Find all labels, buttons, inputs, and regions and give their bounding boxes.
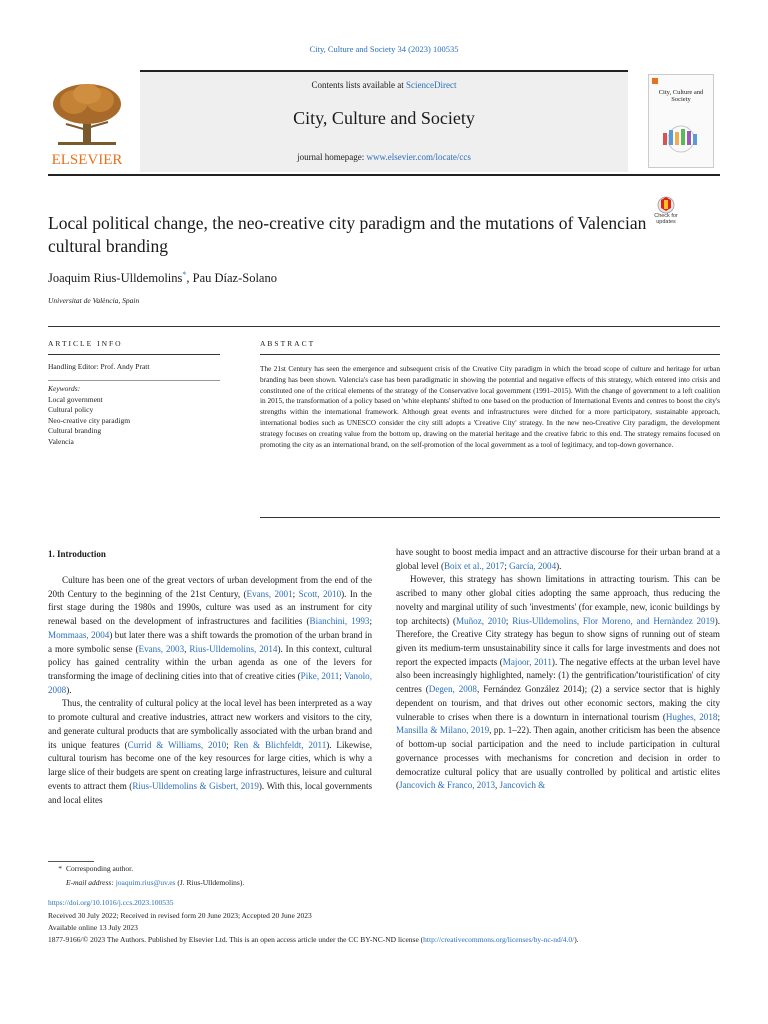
email-suffix: (J. Rius-Ulldemolins).: [175, 878, 245, 887]
online-date: Available online 13 July 2023: [48, 923, 138, 932]
license-line: [48, 935, 720, 946]
body-text: ;: [504, 560, 510, 571]
handling-editor: Handling Editor: Prof. Andy Pratt: [48, 362, 150, 371]
divider: [260, 354, 720, 355]
citation-link[interactable]: Vanolo, 2008: [48, 671, 372, 695]
body-text: ). With this, local governments and local elites: [48, 780, 373, 805]
keyword-item: Valencia: [48, 436, 74, 446]
homepage-prefix: journal homepage:: [297, 152, 367, 162]
body-text: , Fernández González 2014); (2) a service sector that is highly dependent on tourism, and that drives out other economic sectors, making the city vulnerable to crises when there is a downturn in international tourism (: [396, 684, 721, 722]
divider: [260, 517, 720, 518]
citation-link[interactable]: Hughes, 2018: [665, 711, 718, 722]
homepage-link[interactable]: www.elsevier.com/locate/ccs: [366, 152, 471, 162]
author-name: Joaquim Rius-Ulldemolins: [48, 271, 183, 286]
cover-title: City, Culture and Society: [658, 89, 704, 104]
masthead-box: [140, 70, 628, 172]
body-text: ). In this context, cultural policy has gained centrality within the urban agenda as one of the levers for transforming the image of declining cities into that of creative cities (: [48, 643, 372, 682]
citation-link[interactable]: Ren & Blichfeldt, 2011: [233, 739, 327, 750]
body-text: ). Likewise, cultural tourism has become one of the key resources for large cities, which is why a large slice of their budgets are spent on creating large infrastructures, leisure and cultural events to attract them (: [48, 739, 373, 791]
keyword-item: Cultural branding: [48, 426, 102, 435]
paragraph: [48, 574, 372, 697]
author-separator: ,: [186, 271, 193, 286]
body-column-left: [48, 574, 372, 807]
keywords-label: Keywords:: [48, 384, 81, 393]
contents-prefix: Contents lists available at: [311, 80, 406, 90]
received-dates: Received 30 July 2022; Received in revised form 20 June 2023; Accepted 20 June 2023: [48, 911, 312, 920]
footnote-corresponding: [48, 864, 133, 875]
divider: [48, 354, 220, 355]
body-text: Thus, the centrality of cultural policy at the local level has been interpreted as a way to promote cultural and creative industries, attract new workers and visitors to the city, and generate cultural products that are symbolically associated with the urban brand and its unique features (: [48, 698, 372, 750]
contents-line: [140, 80, 628, 90]
license-text: ).: [574, 935, 579, 944]
citation-link[interactable]: Jancovich &: [499, 780, 546, 791]
body-text: ;: [339, 671, 344, 682]
elsevier-logo: [48, 80, 126, 166]
section-heading: 1. Introduction: [48, 549, 106, 559]
body-text: ). In the first stage during the 1980s and 1990s, culture was used as an instrument for city renewal based on the development of infrastructures and facilities (: [48, 588, 372, 627]
citation-link[interactable]: Evans, 2003: [138, 643, 185, 654]
citation-link[interactable]: Mommaas, 2004: [48, 629, 110, 640]
body-text: ,: [184, 643, 190, 654]
footnote-email: [66, 878, 244, 889]
body-text: , pp. 1–22). Then again, another criticism has been the absence of bottom-up social participation and the need to include participation in cultural governance processes with mechanisms for concretion and decision in order to democratize cultural policy that are usually controlled by political and artistic elites (: [396, 725, 720, 791]
doi-line: [48, 898, 174, 909]
journal-cover[interactable]: [648, 74, 714, 168]
sciencedirect-link[interactable]: ScienceDirect: [406, 80, 457, 90]
citation-link[interactable]: Jancovich & Franco, 2013: [399, 780, 495, 791]
abstract-text: The 21st Century has seen the emergence and subsequent crisis of the Creative City paradigm in which the broad scope of culture and heritage for urban branding has been shown. Valencia's case has been paradigmatic in showing the potential and negative effects of this strategy, which entered into crisis and constituted one of the critical elements of the strategy of the Conservative local government (1991–2015). With the change of government to a left coalition in 2015, the transformation of a policy based on 'white elephants' shifted to one based on the production of International Events and centres to boost the city's strengths within the international framework. Although great events and infrastructures were ditched for a more participatory, sustainable approach, international bodies such as UNESCO consider the city still adopts a 'Creative City' strategy. In the new neo-Creative City paradigm, the development strategy focuses on creating value from the bottom up, drawing on the material heritage and the creative fabric to this end. The strategy remains focused on promoting the city as an international brand, on the self-promotion of the local government as a tool of legitimacy, and top-down governance.: [260, 364, 720, 449]
body-text: ).: [66, 684, 72, 695]
footnote-mark: *: [58, 864, 62, 873]
check-updates-line1: Check for: [654, 213, 678, 219]
keyword-item: Cultural policy: [48, 405, 94, 414]
keyword-item: Neo-creative city paradigm: [48, 415, 131, 425]
author-list: [48, 270, 277, 286]
citation-link[interactable]: Muñoz, 2010: [455, 615, 506, 626]
abstract-heading: ABSTRACT: [260, 339, 316, 348]
author-name: Pau Díaz-Solano: [192, 271, 277, 286]
journal-reference[interactable]: City, Culture and Society 34 (2023) 100535: [309, 44, 459, 54]
article-title: Local political change, the neo-creative city paradigm and the mutations of Valencian cultural branding: [48, 213, 647, 256]
masthead-rule: [48, 174, 720, 176]
body-text: ;: [226, 739, 234, 750]
check-updates-badge[interactable]: [647, 196, 685, 230]
email-label: E-mail address:: [66, 878, 116, 887]
citation-link[interactable]: Rius-Ulldemolins, 2014: [189, 643, 278, 654]
elsevier-tree-icon: [48, 80, 126, 166]
journal-title: City, Culture and Society: [293, 108, 475, 128]
email-link[interactable]: joaquim.rius@uv.es: [115, 878, 176, 887]
body-text: ) but later there was a shift towards the promotion of the urban brand in a more symbolic sense (: [48, 629, 372, 654]
body-text: ). Therefore, the Creative City strategy has begun to show signs of running out of steam given its medium-term unsustainability since it calls for large investments and does not report the expected impacts (: [396, 615, 720, 667]
paragraph: [396, 573, 720, 793]
affiliation: Universitat de València, Spain: [48, 296, 140, 305]
masthead: [48, 70, 720, 170]
body-text: ).: [556, 560, 562, 571]
divider: [48, 380, 220, 381]
citation-link[interactable]: Pike, 2011: [300, 671, 340, 682]
paragraph: [48, 697, 372, 807]
body-text: have sought to boost media impact and an attractive discourse for their urban brand at a global level (: [396, 547, 720, 571]
article-info-heading: ARTICLE INFO: [48, 339, 123, 348]
citation-link[interactable]: Rius-Ulldemolins, Flor Moreno, and Hernàndez 2019: [512, 615, 715, 626]
body-column-right: [396, 546, 720, 793]
footnote-rule: [48, 861, 94, 862]
citation-link[interactable]: Currid & Williams, 2010: [127, 739, 227, 750]
body-text: ,: [495, 780, 500, 791]
cover-art-icon: [649, 121, 713, 161]
citation-link[interactable]: Scott, 2010: [298, 588, 342, 599]
citation-link[interactable]: Degen, 2008: [428, 684, 477, 695]
citation-link[interactable]: García, 2004: [509, 560, 557, 571]
keywords-block: [48, 384, 238, 447]
license-text: 1877-9166/© 2023 The Authors. Published by Elsevier Ltd. This is an open access article under the CC BY-NC-ND license (: [48, 935, 424, 944]
body-text: ;: [505, 615, 513, 626]
doi-link[interactable]: https://doi.org/10.1016/j.ccs.2023.100535: [48, 898, 174, 907]
check-updates-line2: updates: [656, 218, 676, 225]
body-text: ;: [717, 711, 720, 722]
body-text: Culture has been one of the great vectors of urban development from the end of the 20th Century to the beginning of the 21st Century, (: [48, 575, 372, 599]
citation-link[interactable]: Boix et al., 2017: [443, 560, 505, 571]
license-link[interactable]: http://creativecommons.org/licenses/by-nc-nd/4.0/: [423, 935, 575, 944]
footnote-text: Corresponding author.: [66, 864, 134, 873]
citation-link[interactable]: Mansilla & Milano, 2019: [396, 725, 490, 736]
citation-link[interactable]: Bianchini, 1993: [309, 616, 370, 627]
citation-link[interactable]: Rius-Ulldemolins & Gisbert, 2019: [132, 780, 259, 791]
divider: [48, 326, 720, 327]
cover-logo-icon: [652, 78, 658, 84]
publisher-name: ELSEVIER: [51, 152, 123, 166]
body-text: ). The negative effects at the urban level have also been increasingly highlighted, namely: (1) the gentrification/'touristification' of city centres (: [396, 656, 720, 695]
body-text: However, this strategy has shown limitations in attracting tourism. This can be ascribed to many other global cities adopting the same approach, thus reducing the novelty and marginal utility of such 'investments' (for example, new, iconic buildings by top architects) (: [396, 574, 720, 626]
body-text: ;: [369, 616, 372, 627]
body-text: ;: [292, 588, 299, 599]
keyword-item: Local government: [48, 394, 103, 404]
corresponding-author-mark[interactable]: *: [182, 270, 187, 279]
homepage-line: [140, 152, 628, 162]
paragraph: [396, 546, 720, 573]
citation-link[interactable]: Majoor, 2011: [502, 656, 552, 667]
citation-link[interactable]: Evans, 2001: [246, 588, 293, 599]
